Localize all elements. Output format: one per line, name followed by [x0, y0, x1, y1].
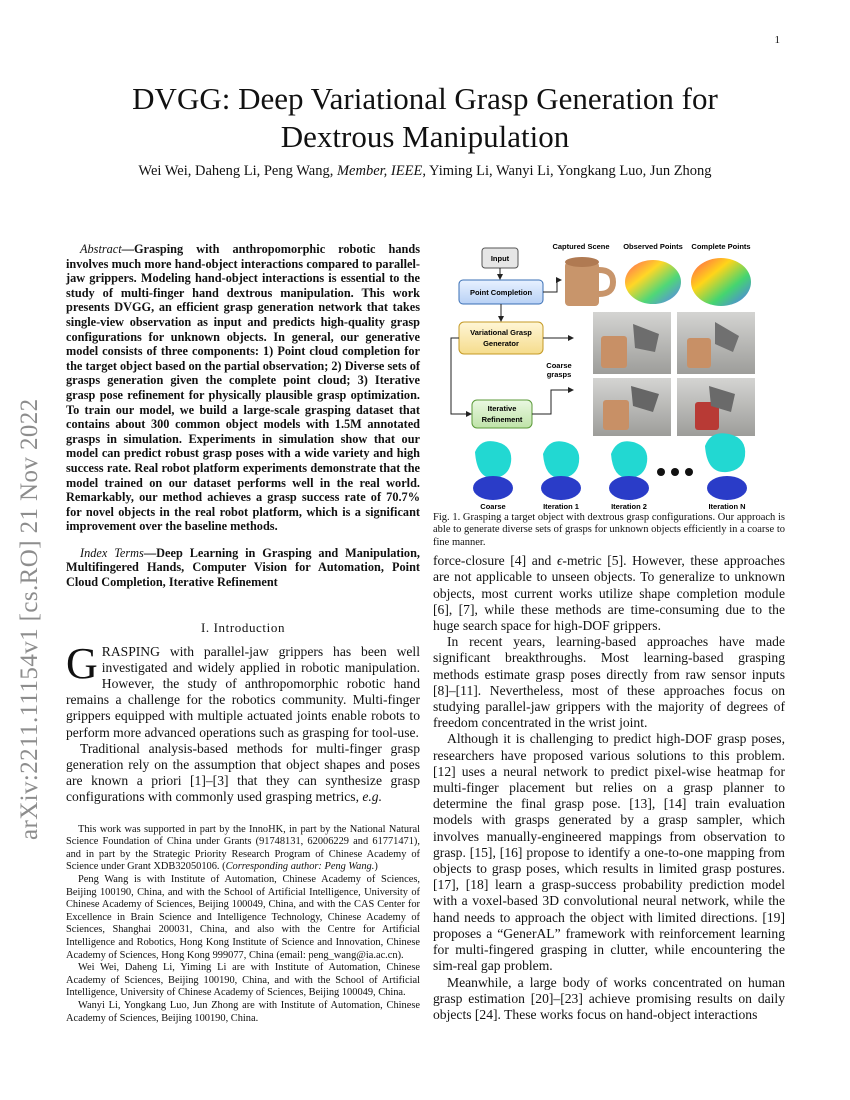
title-line-2: Dextrous Manipulation: [280, 119, 570, 154]
abstract-text: —Grasping with anthropomorphic robotic hands involves much more hand-object interactions compared to parallel-jaw grippers. Modeling hand-object interactions is essential to the study of multi-finger hand dextrous manipulation. This work presents DVGG, an efficient grasp generation network that takes single-view observation as input and predicts high-quality grasp configurations for unknown objects. In general, our generative model consists of three components: 1) Point cloud completion for the target object based on the partial observation; 2) Diverse sets of grasps generation given the complete point cloud; 3) Iterative grasp pose refinement for physically plausible grasp optimization. To train our model, we build a large-scale grasping dataset that contains about 300 common object models with 1.5M annotated grasps in simulation. Experiments in simulation show that our model can predict robust grasp poses with a wide variety and high success rate. Real robot platform experiments demonstrate that the model trained on our dataset performs well in the real world. Remarkably, our method achieves a grasp success rate of 70.7% for novel objects in the real robot platform, which is a significant improvement over the baseline methods.: [66, 242, 420, 534]
authors-before: Wei Wei, Daheng Li, Peng Wang,: [138, 163, 337, 179]
figure-1-diagram: [433, 240, 785, 512]
right-p1-b: -metric [5]. However, these approaches are not applicable to unseen objects. To generalize to unknown objects, most current works utilize shape completion module [6], [7], while these methods are time-consuming due to the huge search space for high-DOF grippers.: [433, 553, 785, 634]
captured-scene-label: Captured Scene: [552, 242, 610, 251]
abstract: [66, 242, 420, 534]
complete-points-label: Complete Points: [691, 242, 751, 251]
footnote-affiliation-2: Wei Wei, Daheng Li, Yiming Li are with Institute of Automation, Chinese Academy of Sciences, Beijing 100190, China, and with the School of Artificial Intelligence, University of Chinese Academy of Sciences, Beijing 100049, China.: [66, 962, 420, 999]
grasp-photo-2: [677, 312, 755, 374]
index-terms-text: —Deep Learning in Grasping and Manipulation, Multifingered Hands, Computer Vision for Automation, Point Cloud Completion, Iterative Refinement: [66, 545, 420, 590]
abstract-label: Abstract: [80, 242, 122, 256]
title-line-1: DVGG: Deep Variational Grasp Generation for: [132, 81, 718, 116]
index-terms-label: Index Terms: [80, 545, 144, 560]
intro-p1-text: RASPING with parallel-jaw grippers has been well investigated and widely applied in robotic manipulation. However, the study of anthropomorphic robotic hand remains a challenge for the robotics community. Multi-finger grippers equipped with multiple actuated joints enable robots to perform more advanced operations such as grasping for tool-use.: [66, 643, 420, 740]
grasp-photo-4: [677, 378, 755, 436]
point-completion-label: Point Completion: [469, 288, 533, 297]
epsilon-symbol: ϵ: [556, 553, 563, 569]
right-paragraph-1: [433, 553, 785, 634]
observed-points-cloud: [625, 260, 681, 304]
right-column: [433, 240, 785, 1023]
index-terms: [66, 546, 420, 590]
footnotes: [66, 824, 420, 1026]
authors-after: , Yiming Li, Wanyi Li, Yongkang Luo, Jun Zhong: [422, 163, 712, 179]
footnote-affiliation-3: Wanyi Li, Yongkang Luo, Jun Zhong are with Institute of Automation, Chinese Academy of Sciences, Beijing 100190, China.: [66, 1000, 420, 1024]
figure-1-caption: Fig. 1. Grasping a target object with dextrous grasp configurations. Our approach is able to generate diverse sets of grasps for unknown objects efficiently in a coarse to fine manner.: [433, 512, 785, 548]
section-heading-introduction: I. Introduction: [200, 619, 286, 635]
vgg-box: [459, 322, 543, 354]
iterative-label-line1: Iterative: [487, 404, 517, 413]
coarse-grasps-label-line1: Coarse: [546, 361, 572, 370]
footnote-funding-end: ): [374, 861, 378, 873]
ieee-membership: Member, IEEE: [336, 163, 423, 179]
footnote-corresponding: Corresponding author: Peng Wang.: [225, 861, 375, 873]
hand-render-iteration-2: [609, 441, 649, 500]
paper-title: [60, 80, 790, 156]
hand-render-coarse: [473, 441, 513, 500]
vgg-label-line2: Generator: [483, 339, 519, 348]
left-column: [66, 242, 420, 1025]
figure-1: [433, 240, 785, 512]
vgg-label-line1: Variational Grasp: [470, 328, 532, 337]
intro-p2-text: Traditional analysis-based methods for multi-finger grasp generation rely on the assumption that object shapes and poses are known a priori [1]–[3] that they can synthesize grasp configurations with commonly used grasping metrics,: [66, 740, 420, 805]
arrow-refinement-to-grasps: [532, 390, 573, 414]
page-number: 1: [774, 34, 780, 46]
grasp-photo-1: [593, 312, 671, 374]
arxiv-stamp: arXiv:2211.11154v1 [cs.RO] 21 Nov 2022: [16, 398, 43, 840]
grasp-photo-3: [593, 378, 671, 436]
footnote-funding: [66, 824, 420, 874]
footnote-affiliation-1: Peng Wang is with Institute of Automation, Chinese Academy of Sciences, Beijing 100190, China, and with the School of Artificial Intelligence, University of Chinese Academy of Sciences, Beijing 100049, China, and with the CAS Center for Excellence in Brain Science and Intelligence Technology, Chinese Academy of Sciences, Shanghai 200031, China, and also with the Centre for Artificial Intelligence and Robotics, Hong Kong Institute of Science and Innovation, Chinese Academy of Sciences, Hong Kong 999077, China (email: peng_wang@ia.ac.cn).: [66, 874, 420, 961]
observed-points-label: Observed Points: [623, 242, 683, 251]
intro-paragraph-1: [66, 638, 420, 741]
arrow-completion-to-scene: [543, 280, 561, 292]
captured-scene-mug: [565, 257, 613, 306]
hand-render-iteration-n: [705, 433, 747, 500]
right-paragraph-2: In recent years, learning-based approaches have made significant breakthroughs. Most learning-based grasping methods estimate grasp poses directly from raw sensor inputs [8]–[11]. Nevertheless, most of these approaches focus on studying parallel-jaw grippers with the majority of degrees of freedom concentrated in the wrist joint.: [433, 634, 785, 731]
complete-points-cloud: [691, 258, 751, 306]
iteration-1-label: Iteration 1: [543, 502, 579, 511]
right-body-text: [433, 553, 785, 1023]
ellipsis-dots: [657, 468, 693, 476]
author-list: [60, 163, 790, 180]
footnote-funding-text: This work was supported in part by the InnoHK, in part by the National Natural Science Foundation of China under Grants (91748131, 62006229 and 61771471), and in part by the Strategic Priority Research Program of Chinese Academy of Science under Grant XDB32050106. (: [66, 823, 420, 873]
input-label: Input: [490, 254, 510, 263]
right-p1-a: force-closure [4] and: [433, 553, 557, 569]
intro-paragraph-2: [66, 741, 420, 806]
hand-render-iteration-1: [541, 441, 581, 500]
iterative-label-line2: Refinement: [481, 415, 523, 424]
intro-p2-em: e.g.: [362, 789, 383, 805]
right-paragraph-3: Although it is challenging to predict high-DOF grasp poses, researchers have proposed various solutions to this problem. [12] uses a neural network to predict pixel-wise heatmap for multi-finger placement but relies on a grasp planner to determine the final grasp pose. [13], [14] train evaluation models with grasps generated by a grasp sampler, which involves manually-engineered mappings from observation to grasp. [15], [16] propose to identify a one-to-one mapping from objects to grasp poses, which results in limited grasp postures. [17], [18] learn a grasp-success probability prediction model with a voxel-based 3D convolutional neural network, while the hand needs to approach the object with limited directions. [19] proposes a “GenerAL” framework with reinforcement learning for multi-fingered grasping in clutter, while encountering the sim-real gap problem.: [433, 731, 785, 974]
dropcap: G: [66, 638, 98, 688]
coarse-grasps-label-line2: grasps: [546, 370, 572, 379]
iteration-n-label: Iteration N: [708, 502, 746, 511]
coarse-label: Coarse: [480, 502, 506, 511]
iteration-2-label: Iteration 2: [611, 502, 647, 511]
right-paragraph-4: Meanwhile, a large body of works concentrated on human grasp estimation [20]–[23] achieve promising results on daily objects [24]. These works focus on hand-object interactions: [433, 974, 785, 1022]
